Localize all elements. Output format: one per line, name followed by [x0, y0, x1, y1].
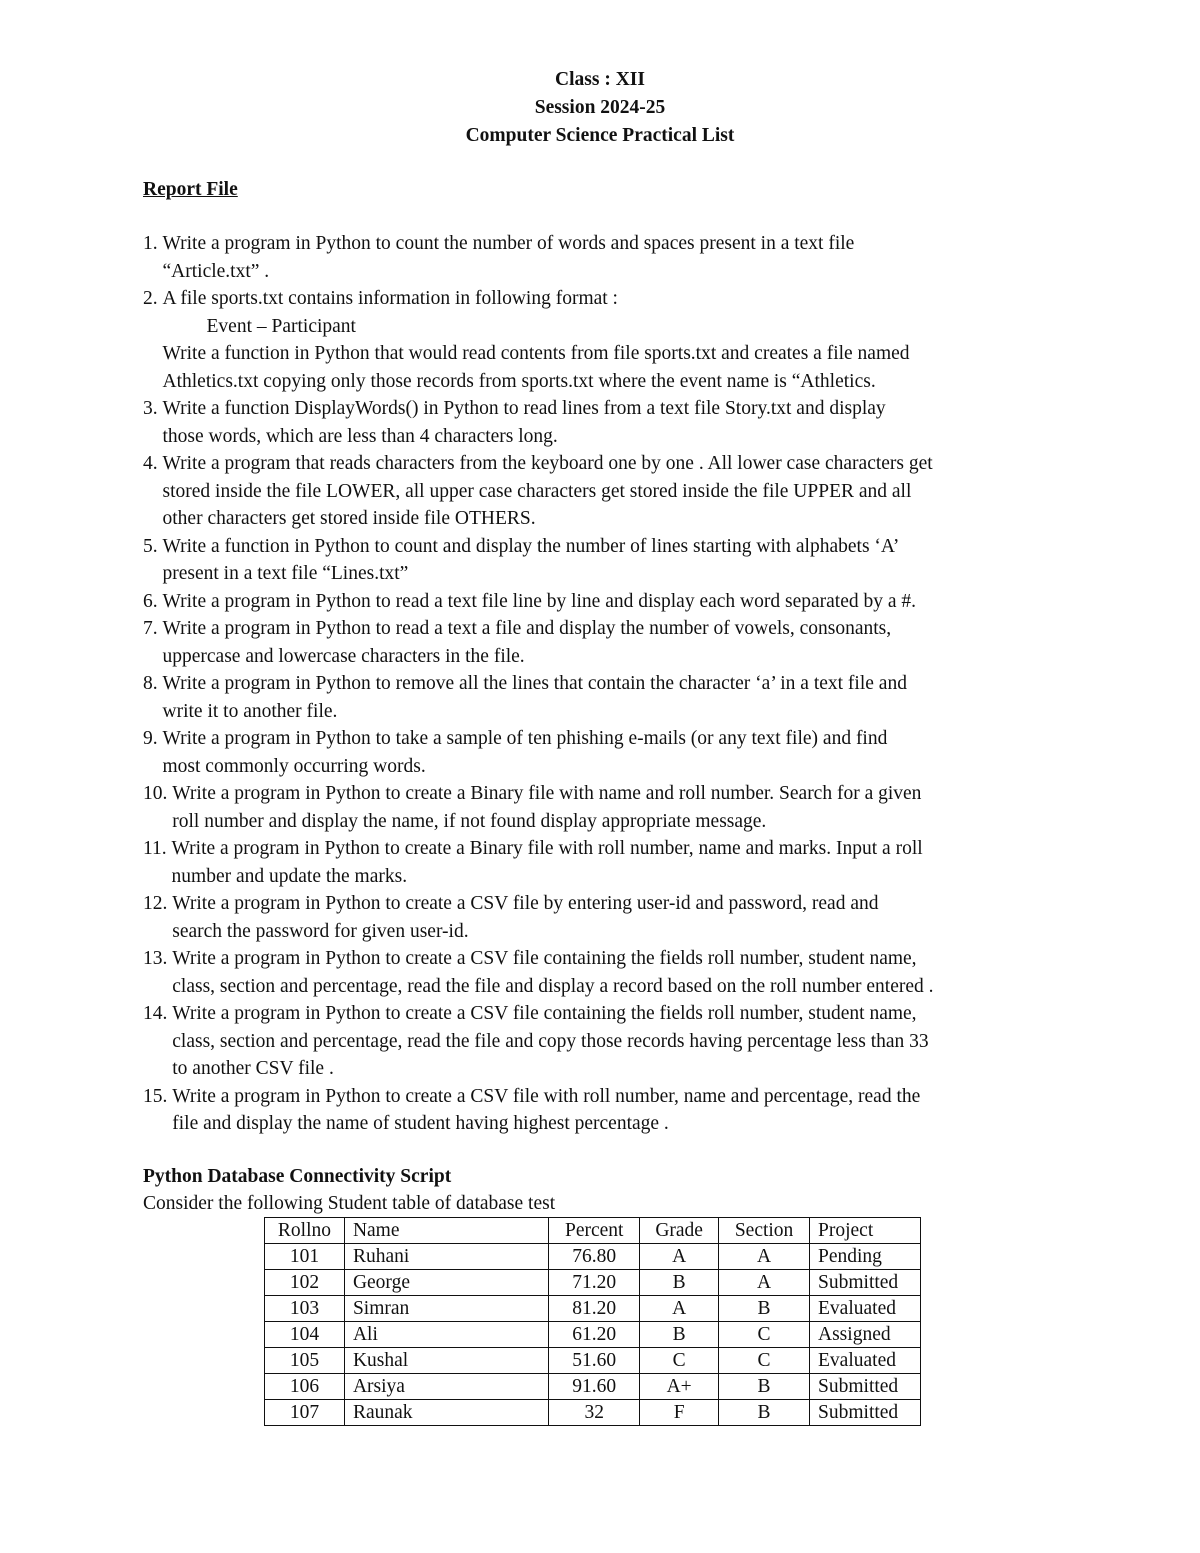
table-cell: 101	[265, 1244, 345, 1270]
database-heading: Python Database Connectivity Script	[143, 1166, 452, 1187]
table-cell: Pending	[810, 1244, 921, 1270]
list-item	[143, 285, 1053, 395]
table-body	[265, 1244, 921, 1426]
column-header: Name	[344, 1218, 548, 1244]
list-item-line: search the password for given user-id.	[172, 920, 469, 942]
list-item	[143, 780, 1053, 835]
table-cell: A+	[640, 1374, 719, 1400]
list-item-line: Write a program in Python to read a text a file and display the number of vowels, consonants,	[162, 618, 892, 639]
table-cell: Assigned	[810, 1322, 921, 1348]
table-cell: B	[719, 1400, 810, 1426]
table-cell: 91.60	[549, 1374, 640, 1400]
table-row	[265, 1244, 921, 1270]
table-row	[265, 1296, 921, 1322]
table-cell: 106	[265, 1374, 345, 1400]
column-header: Rollno	[265, 1218, 345, 1244]
table-row	[265, 1270, 921, 1296]
list-item	[143, 890, 1053, 945]
list-item-number: 3.	[143, 398, 163, 419]
column-header: Percent	[549, 1218, 640, 1244]
list-item-line: Write a program in Python to create a CSV file containing the fields roll number, student name,	[172, 1003, 917, 1024]
list-item	[143, 450, 1053, 533]
list-item-text	[172, 780, 1053, 835]
table-cell: 104	[265, 1322, 345, 1348]
table-cell: B	[640, 1270, 719, 1296]
list-item-text	[163, 588, 1054, 616]
list-item-line: write it to another file.	[162, 700, 338, 722]
list-item-line: Write a program in Python to create a CSV file containing the fields roll number, student name,	[172, 948, 917, 969]
table-cell: C	[719, 1348, 810, 1374]
table-row	[265, 1400, 921, 1426]
list-item-line: file and display the name of student having highest percentage .	[172, 1113, 669, 1134]
list-item	[143, 1083, 1053, 1138]
list-item-number: 11.	[143, 838, 172, 859]
list-item-line: Event – Participant	[206, 315, 356, 337]
table-cell: C	[719, 1322, 810, 1348]
list-item	[143, 1000, 1053, 1083]
list-item-line: Write a program in Python to count the number of words and spaces present in a text file	[162, 233, 855, 254]
table-cell: 76.80	[549, 1244, 640, 1270]
list-item-number: 2.	[143, 288, 163, 309]
list-item	[143, 835, 1053, 890]
list-item-line: Write a program in Python to remove all the lines that contain the character ‘a’ in a text file and	[162, 673, 907, 694]
document-title: Computer Science Practical List	[465, 125, 735, 146]
list-item-number: 10.	[143, 783, 173, 804]
list-item	[143, 670, 1053, 725]
table-cell: 51.60	[549, 1348, 640, 1374]
list-item-line: A file sports.txt contains information in following format :	[162, 288, 618, 309]
list-item-line: present in a text file “Lines.txt”	[162, 563, 409, 584]
list-item-text	[163, 533, 1054, 588]
list-item-number: 4.	[143, 453, 163, 474]
list-item-line: Write a program in Python to create a Binary file with roll number, name and marks. Input a roll	[171, 838, 923, 859]
list-item	[143, 395, 1053, 450]
column-header: Grade	[640, 1218, 719, 1244]
list-item-line: Write a function DisplayWords() in Python to read lines from a text file Story.txt and display	[162, 398, 886, 419]
list-item-line: roll number and display the name, if not found display appropriate message.	[172, 810, 767, 832]
table-cell: Kushal	[344, 1348, 548, 1374]
list-item-line: Write a program in Python to create a CSV file by entering user-id and password, read and	[172, 893, 879, 914]
list-item-line: Write a function in Python to count and display the number of lines starting with alphabets ‘A’	[162, 535, 900, 557]
table-cell: A	[640, 1244, 719, 1270]
list-item-text	[172, 1000, 1053, 1083]
list-item-line: “Article.txt” .	[162, 260, 270, 282]
session-line: Session 2024-25	[534, 97, 666, 118]
table-cell: B	[719, 1374, 810, 1400]
table-row	[265, 1322, 921, 1348]
table-cell: Evaluated	[810, 1348, 921, 1374]
list-item-number: 13.	[143, 948, 173, 969]
table-cell: Submitted	[810, 1374, 921, 1400]
list-item-line: Write a program that reads characters from the keyboard one by one . All lower case characters get	[162, 453, 933, 474]
list-item-number: 5.	[143, 535, 163, 557]
table-cell: C	[640, 1348, 719, 1374]
list-item-line: those words, which are less than 4 characters long.	[162, 425, 558, 447]
table-row	[265, 1374, 921, 1400]
column-header: Project	[810, 1218, 921, 1244]
table-cell: F	[640, 1400, 719, 1426]
list-item-line: uppercase and lowercase characters in the file.	[162, 645, 525, 667]
list-item-text	[163, 450, 1054, 533]
report-file-heading: Report File	[143, 179, 238, 200]
list-item-line: other characters get stored inside file OTHERS.	[162, 508, 536, 529]
list-item-text	[163, 615, 1054, 670]
table-cell: Evaluated	[810, 1296, 921, 1322]
list-item-line: Write a function in Python that would read contents from file sports.txt and creates a file named	[162, 343, 910, 364]
table-cell: Ali	[344, 1322, 548, 1348]
list-item-text	[172, 835, 1053, 890]
list-item-text	[163, 395, 1054, 450]
table-cell: A	[640, 1296, 719, 1322]
table-cell: 102	[265, 1270, 345, 1296]
list-item	[143, 533, 1053, 588]
list-item-line: most commonly occurring words.	[162, 755, 426, 777]
column-header: Section	[719, 1218, 810, 1244]
list-item-line: class, section and percentage, read the file and copy those records having percentage less than 33	[172, 1030, 929, 1052]
table-cell: 81.20	[549, 1296, 640, 1322]
list-item-line: Athletics.txt copying only those records from sports.txt where the event name is “Athletics.	[162, 370, 876, 392]
list-item-line: class, section and percentage, read the file and display a record based on the roll number entered .	[172, 975, 934, 997]
table-cell: B	[640, 1322, 719, 1348]
table-cell: 61.20	[549, 1322, 640, 1348]
list-item-number: 8.	[143, 673, 163, 694]
list-item-text	[172, 945, 1053, 1000]
list-item-text	[163, 230, 1054, 285]
table-cell: Ruhani	[344, 1244, 548, 1270]
table-cell: Submitted	[810, 1270, 921, 1296]
list-item-line: to another CSV file .	[172, 1058, 334, 1079]
list-item-line: Write a program in Python to read a text file line by line and display each word separated by a #.	[162, 590, 917, 612]
table-cell: 107	[265, 1400, 345, 1426]
table-cell: 32	[549, 1400, 640, 1426]
list-item-text	[163, 670, 1054, 725]
table-cell: 103	[265, 1296, 345, 1322]
list-item-line: Write a program in Python to create a CSV file with roll number, name and percentage, read the	[172, 1085, 921, 1107]
list-item	[143, 945, 1053, 1000]
class-line: Class : XII	[555, 69, 645, 90]
list-item-line: Write a program in Python to create a Binary file with name and roll number. Search for a given	[172, 783, 922, 804]
table-cell: 71.20	[549, 1270, 640, 1296]
table-row	[265, 1348, 921, 1374]
table-cell: Simran	[344, 1296, 548, 1322]
table-cell: A	[719, 1244, 810, 1270]
list-item-number: 1.	[143, 233, 163, 254]
list-item-number: 7.	[143, 618, 163, 639]
list-item-number: 6.	[143, 590, 163, 612]
list-item-text	[172, 1083, 1053, 1138]
list-item	[143, 230, 1053, 285]
list-item-text	[163, 285, 1054, 395]
list-item-number: 15.	[143, 1085, 173, 1107]
list-item	[143, 588, 1053, 616]
list-item-line: stored inside the file LOWER, all upper case characters get stored inside the file UPPER and all	[162, 480, 912, 502]
student-table	[264, 1217, 921, 1426]
list-item	[143, 725, 1053, 780]
table-cell: A	[719, 1270, 810, 1296]
document-header	[0, 66, 1200, 150]
database-intro: Consider the following Student table of database test	[143, 1193, 556, 1214]
table-cell: Raunak	[344, 1400, 548, 1426]
table-cell: Submitted	[810, 1400, 921, 1426]
table-cell: George	[344, 1270, 548, 1296]
list-item-number: 12.	[143, 893, 173, 914]
list-item	[143, 615, 1053, 670]
list-item-text	[172, 890, 1053, 945]
table-cell: 105	[265, 1348, 345, 1374]
list-item-number: 9.	[143, 728, 163, 749]
practical-list	[143, 230, 1053, 1138]
list-item-line: number and update the marks.	[171, 865, 408, 887]
list-item-line: Write a program in Python to take a sample of ten phishing e-mails (or any text file) and find	[162, 728, 888, 749]
table-cell: Arsiya	[344, 1374, 548, 1400]
list-item-text	[163, 725, 1054, 780]
list-item-number: 14.	[143, 1003, 173, 1024]
table-cell: B	[719, 1296, 810, 1322]
table-header-row	[265, 1218, 921, 1244]
